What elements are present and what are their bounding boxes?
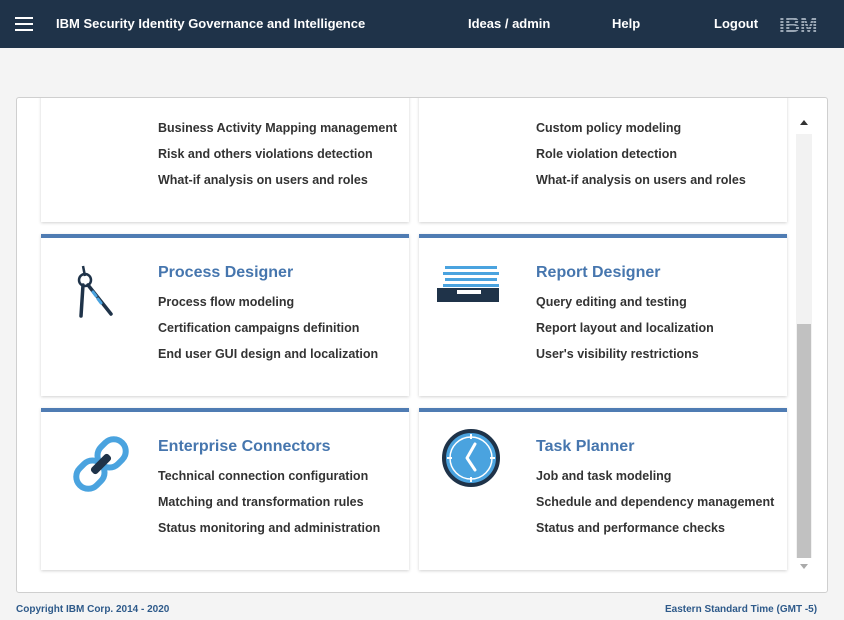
scroll-down-arrow-icon[interactable] (800, 564, 808, 569)
scroll-track[interactable] (796, 134, 812, 558)
feature-item: Status and performance checks (536, 521, 725, 535)
module-card-process-designer[interactable] (41, 234, 409, 396)
module-card-report-designer[interactable] (419, 234, 787, 396)
help-link[interactable]: Help (612, 16, 641, 31)
vertical-scrollbar[interactable] (796, 112, 812, 578)
feature-item: Technical connection configuration (158, 469, 369, 483)
feature-item: User's visibility restrictions (536, 347, 699, 361)
modules-panel (16, 97, 828, 593)
card-title: Task Planner (536, 438, 635, 455)
app-title: IBM Security Identity Governance and Intelligence (56, 16, 366, 31)
feature-item: What-if analysis on users and roles (158, 173, 368, 187)
feature-item: Certification campaigns definition (158, 321, 360, 335)
card-title: Enterprise Connectors (158, 438, 331, 455)
feature-item: End user GUI design and localization (158, 347, 379, 361)
hamburger-menu-icon[interactable] (15, 17, 33, 31)
feature-item: Query editing and testing (536, 295, 687, 309)
feature-item: Custom policy modeling (536, 121, 682, 135)
ibm-logo-text: IBM (779, 14, 818, 36)
feature-item: Risk and others violations detection (158, 147, 373, 161)
card-title: Process Designer (158, 264, 294, 281)
copyright-text: Copyright IBM Corp. 2014 - 2020 (16, 604, 170, 615)
feature-item: Process flow modeling (158, 295, 295, 309)
module-card-top-right (419, 97, 787, 222)
scroll-thumb[interactable] (797, 324, 811, 558)
feature-item: Matching and transformation rules (158, 495, 364, 509)
feature-item: Job and task modeling (536, 469, 672, 483)
chain-link-icon (69, 432, 133, 496)
top-bar (0, 0, 844, 48)
feature-item: Status monitoring and administration (158, 521, 381, 535)
user-menu-link[interactable]: Ideas / admin (468, 16, 551, 31)
report-tray-icon (435, 258, 499, 322)
card-title: Report Designer (536, 264, 661, 281)
feature-item: Role violation detection (536, 147, 677, 161)
feature-item: Report layout and localization (536, 321, 714, 335)
feature-item: Business Activity Mapping management (158, 121, 398, 135)
timezone-text: Eastern Standard Time (GMT -5) (665, 604, 818, 615)
logout-link[interactable]: Logout (714, 16, 759, 31)
ibm-logo (778, 12, 824, 36)
feature-item: Schedule and dependency management (536, 495, 775, 509)
scroll-up-arrow-icon[interactable] (800, 120, 808, 125)
module-card-enterprise-connectors[interactable] (41, 408, 409, 570)
clock-icon (439, 426, 503, 490)
feature-item: What-if analysis on users and roles (536, 173, 746, 187)
compass-icon (69, 258, 133, 322)
module-card-top-left (41, 97, 409, 222)
module-card-task-planner[interactable] (419, 408, 787, 570)
